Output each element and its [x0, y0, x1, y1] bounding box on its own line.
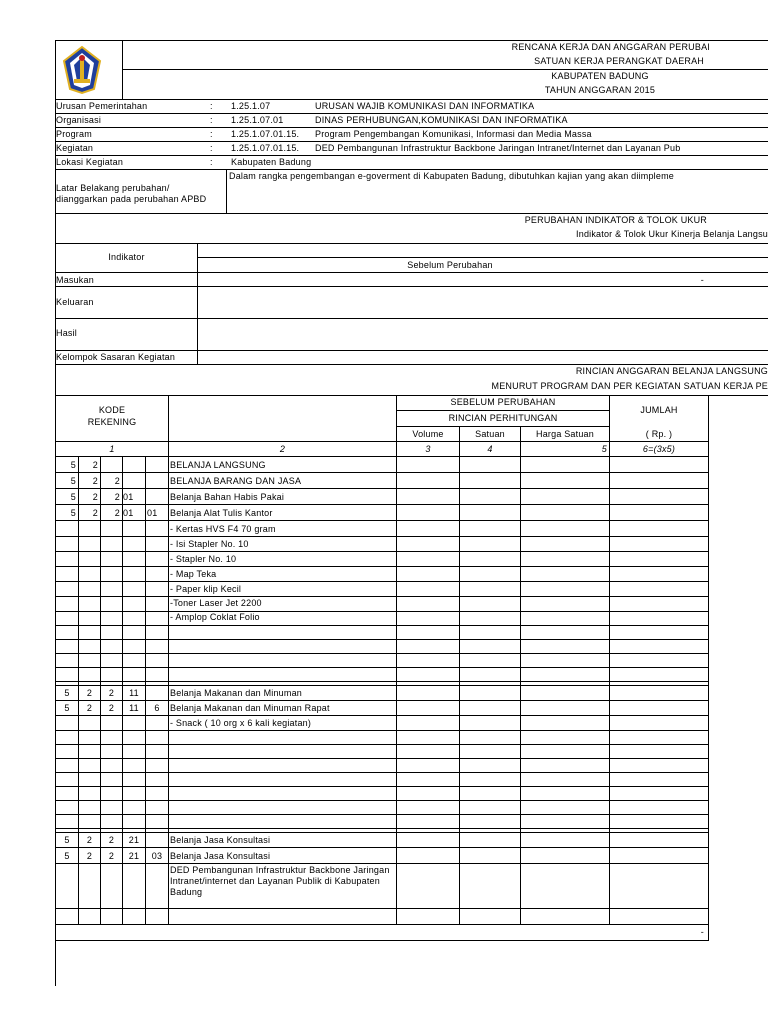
- col-line: [708, 395, 709, 941]
- row-line: [55, 744, 708, 745]
- uraian: - Snack ( 10 org x 6 kali kegiatan): [170, 718, 312, 728]
- info-desc: URUSAN WAJIB KOMUNIKASI DAN INFORMATIKA: [315, 101, 535, 111]
- kode-header-1: KODE: [98, 405, 126, 415]
- kode-3: 2: [114, 492, 120, 502]
- kode-1: 5: [70, 492, 76, 502]
- latar-label-1: Latar Belakang perubahan/: [56, 183, 170, 193]
- top-border: [55, 40, 768, 41]
- uraian: BELANJA BARANG DAN JASA: [170, 476, 302, 486]
- header-line-2: SATUAN KERJA PERANGKAT DAERAH: [534, 56, 704, 66]
- table-header-line: [55, 441, 708, 442]
- latar-label-2: dianggarkan pada perubahan APBD: [56, 194, 207, 204]
- col-number-3: 3: [425, 444, 431, 454]
- row-line: [55, 685, 708, 686]
- kode-5: 6: [154, 703, 160, 713]
- info-code: 1.25.1.07: [231, 101, 271, 111]
- kode-1: 5: [64, 835, 70, 845]
- row-line: [55, 681, 708, 682]
- indikator-divider: [197, 243, 198, 364]
- indikator-kelompok-sasaran: Kelompok Sasaran Kegiatan: [56, 352, 176, 362]
- col-line: [609, 395, 610, 925]
- indikator-line: [55, 350, 768, 351]
- kode-1: 5: [70, 460, 76, 470]
- rp-header: ( Rp. ): [645, 429, 673, 439]
- kode-2: 2: [92, 508, 98, 518]
- indikator-keluaran: Keluaran: [56, 297, 94, 307]
- rincian-title-1: RINCIAN ANGGARAN BELANJA LANGSUNG: [575, 366, 768, 376]
- kode-4: 21: [128, 835, 140, 845]
- col-number-4: 4: [487, 444, 493, 454]
- indikator-line: [197, 257, 768, 258]
- info-sep: :: [210, 129, 213, 139]
- total-value: -: [700, 927, 704, 937]
- kode-1: 5: [70, 508, 76, 518]
- row-line: [55, 758, 708, 759]
- uraian: Belanja Bahan Habis Pakai: [170, 492, 285, 502]
- row-line: [55, 504, 708, 505]
- kode-1: 5: [64, 851, 70, 861]
- row-line: [55, 625, 708, 626]
- header-line-4: TAHUN ANGGARAN 2015: [544, 85, 656, 95]
- info-sep: :: [210, 101, 213, 111]
- uraian: Belanja Makanan dan Minuman Rapat: [170, 703, 330, 713]
- uraian: -Toner Laser Jet 2200: [170, 598, 262, 608]
- row-line: [55, 940, 708, 941]
- kode-5: 03: [151, 851, 163, 861]
- row-line: [55, 581, 708, 582]
- info-line: [55, 141, 768, 142]
- row-line: [55, 730, 708, 731]
- kode-2: 2: [92, 492, 98, 502]
- row-line: [55, 847, 708, 848]
- satuan-header: Satuan: [475, 429, 505, 439]
- uraian: BELANJA LANGSUNG: [170, 460, 266, 470]
- info-sep: :: [210, 157, 213, 167]
- kode-1: 5: [64, 688, 70, 698]
- info-desc: Program Pengembangan Komunikasi, Informasi dan Media Massa: [315, 129, 592, 139]
- kode-3: 2: [108, 703, 115, 713]
- sebelum-header: SEBELUM PERUBAHAN: [450, 397, 556, 407]
- uraian: - Isi Stapler No. 10: [170, 539, 249, 549]
- row-line: [55, 611, 708, 612]
- col-line: [459, 426, 460, 925]
- row-line: [55, 520, 708, 521]
- row-line: [55, 800, 708, 801]
- kode-2: 2: [86, 703, 93, 713]
- row-line: [55, 863, 708, 864]
- uraian: - Paper klip Kecil: [170, 584, 242, 594]
- col-number-6: 6=(3x5): [642, 444, 676, 454]
- row-line: [55, 832, 708, 833]
- kode-3: 2: [114, 508, 120, 518]
- row-line: [55, 536, 708, 537]
- indikator-hasil: Hasil: [56, 328, 78, 338]
- uraian: - Stapler No. 10: [170, 554, 237, 564]
- row-line: [55, 667, 708, 668]
- info-label: Urusan Pemerintahan: [56, 101, 148, 111]
- table-header-line: [396, 410, 609, 411]
- rincian-title-2: MENURUT PROGRAM DAN PER KEGIATAN SATUAN KERJA PE: [491, 381, 768, 391]
- row-line: [55, 700, 708, 701]
- table-header-line: [55, 456, 708, 457]
- info-line: [55, 155, 768, 156]
- kode-3: 2: [108, 688, 115, 698]
- header-line-3: KABUPATEN BADUNG: [551, 71, 649, 81]
- info-line: [55, 213, 768, 214]
- kode-1: 5: [64, 703, 70, 713]
- kode-4: 01: [123, 492, 134, 502]
- jumlah-header: JUMLAH: [640, 405, 678, 415]
- kode-4: 11: [129, 688, 139, 698]
- kode-3: 2: [114, 476, 120, 486]
- row-line: [55, 715, 708, 716]
- row-line: [55, 772, 708, 773]
- row-line: [55, 639, 708, 640]
- latar-text: Dalam rangka pengembangan e-goverment di Kabupaten Badung, dibutuhkan kajian yang akan diimpleme: [229, 171, 674, 181]
- kode-2: 2: [86, 688, 93, 698]
- info-label: Lokasi Kegiatan: [56, 157, 124, 167]
- uraian: - Kertas HVS F4 70 gram: [170, 524, 276, 534]
- indikator-line: [55, 286, 768, 287]
- rincian-perhitungan-header: RINCIAN PERHITUNGAN: [448, 413, 558, 423]
- uraian: Belanja Alat Tulis Kantor: [170, 508, 273, 518]
- rincian-line: [55, 395, 768, 396]
- kode-4: 01: [123, 508, 134, 518]
- row-line: [55, 472, 708, 473]
- info-code: Kabupaten Badung: [231, 157, 312, 167]
- kode-3: 2: [108, 835, 115, 845]
- header-divider: [122, 69, 768, 70]
- info-desc: DINAS PERHUBUNGAN,KOMUNIKASI DAN INFORMATIKA: [315, 115, 568, 125]
- info-label: Kegiatan: [56, 143, 94, 153]
- info-desc: DED Pembangunan Infrastruktur Backbone Jaringan Intranet/Internet dan Layanan Pub: [315, 143, 681, 153]
- kode-2: 2: [86, 835, 93, 845]
- row-line: [55, 488, 708, 489]
- info-sep: :: [210, 143, 213, 153]
- kode-2: 2: [92, 460, 98, 470]
- row-line: [55, 786, 708, 787]
- logo: [60, 45, 104, 95]
- indikator-line: [55, 243, 768, 244]
- header-bottom: [55, 99, 768, 100]
- kode-header-2: REKENING: [87, 417, 137, 427]
- info-line: [55, 127, 768, 128]
- uraian: Belanja Jasa Konsultasi: [170, 851, 271, 861]
- info-code: 1.25.1.07.01.15.: [231, 143, 300, 153]
- row-line: [55, 653, 708, 654]
- kode-4: 11: [129, 703, 139, 713]
- col-line: [520, 426, 521, 925]
- row-line: [55, 828, 708, 829]
- indikator-line: [55, 364, 768, 365]
- uraian: - Amplop Coklat Folio: [170, 612, 260, 622]
- info-line: [55, 113, 768, 114]
- indikator-masukan-value: -: [700, 275, 704, 285]
- info-label: Program: [56, 129, 92, 139]
- col-line: [396, 395, 397, 925]
- row-line: [55, 814, 708, 815]
- emblem-icon: [60, 45, 104, 95]
- row-line: [55, 908, 708, 909]
- header-line-1: RENCANA KERJA DAN ANGGARAN PERUBAI: [511, 42, 710, 52]
- col-number-1: 1: [109, 444, 115, 454]
- kode-3: 2: [108, 851, 115, 861]
- info-label: Organisasi: [56, 115, 102, 125]
- info-code: 1.25.1.07.01.15.: [231, 129, 300, 139]
- row-line: [55, 924, 708, 925]
- harga-satuan-header: Harga Satuan: [536, 429, 594, 439]
- info-sep: :: [210, 115, 213, 125]
- indikator-masukan: Masukan: [56, 275, 94, 285]
- indikator-title-2: Indikator & Tolok Ukur Kinerja Belanja Langsu: [576, 229, 768, 239]
- row-line: [55, 551, 708, 552]
- info-line: [55, 169, 768, 170]
- row-line: [55, 566, 708, 567]
- kode-2: 2: [92, 476, 98, 486]
- table-header-line: [396, 426, 609, 427]
- uraian: Belanja Makanan dan Minuman: [170, 688, 302, 698]
- uraian: Belanja Jasa Konsultasi: [170, 835, 271, 845]
- col-number-5: 5: [601, 444, 607, 454]
- kode-2: 2: [86, 851, 93, 861]
- kode-4: 21: [128, 851, 140, 861]
- row-line: [55, 596, 708, 597]
- col-number-2: 2: [279, 444, 286, 454]
- indikator-line: [55, 272, 768, 273]
- col-line: [168, 395, 169, 925]
- indikator-col-header: Indikator: [108, 252, 145, 262]
- latar-divider: [226, 169, 227, 213]
- indikator-line: [55, 318, 768, 319]
- kode-1: 5: [70, 476, 76, 486]
- uraian: DED Pembangunan Infrastruktur Backbone Jaringan Intranet/internet dan Layanan Publik di Kabupaten Badung: [170, 865, 390, 897]
- indikator-title-1: PERUBAHAN INDIKATOR & TOLOK UKUR: [524, 215, 707, 225]
- volume-header: Volume: [412, 429, 444, 439]
- uraian: - Map Teka: [170, 569, 217, 579]
- info-code: 1.25.1.07.01: [231, 115, 284, 125]
- kode-5: 01: [147, 508, 158, 518]
- sebelum-perubahan-header: Sebelum Perubahan: [407, 260, 493, 270]
